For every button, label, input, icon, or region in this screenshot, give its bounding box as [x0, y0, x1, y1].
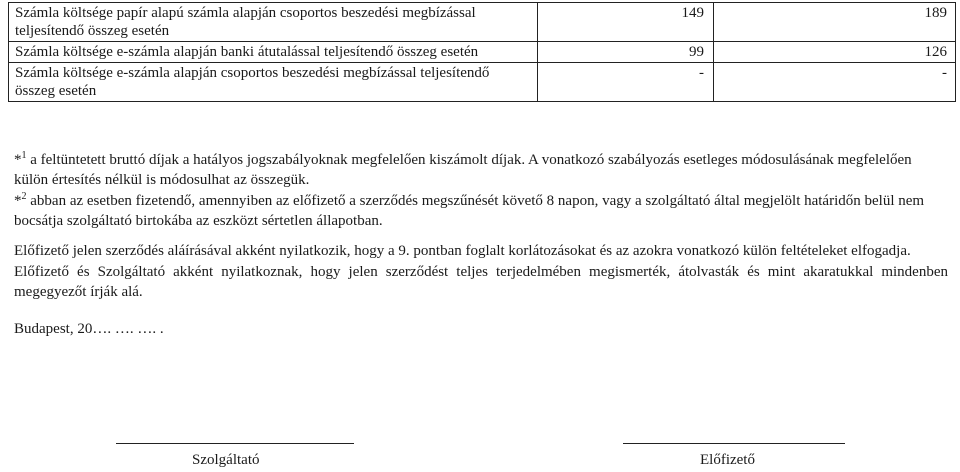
table-row — [9, 42, 956, 63]
footnote-2 — [14, 191, 948, 231]
fee-description: Számla költsége papír alapú számla alapján csoportos beszedési megbízással teljesítendő összeg esetén — [9, 3, 538, 42]
subscriber-declaration: Előfizető jelen szerződés aláírásával akként nyilatkozik, hogy a 9. pontban foglalt korlátozásokat és az azokra vonatkozó külön feltételeket elfogadja. — [14, 243, 911, 259]
provider-signature-line — [116, 443, 354, 444]
fee-value-1: 99 — [538, 42, 714, 63]
fee-value-2: 189 — [714, 3, 956, 42]
footnote-number: 2 — [21, 191, 27, 202]
footnote-text: abban az esetben fizetendő, amennyiben az előfizető a szerződés megszűnését követő 8 napon, vagy a szolgáltató által megjelölt határidőn belül nem bocsátja szolgáltató birtokába az eszközt sértetlen állapotban. — [14, 193, 925, 229]
footnote-star: * — [14, 152, 22, 168]
footnote-text: a feltüntetett bruttó díjak a hatályos jogszabályoknak megfelelően kiszámolt díjak. A vonatkozó szabályozás esetleges módosulásának megfelelően külön értesítés nélkül is módosulhat az összegük. — [14, 152, 912, 188]
fee-description: Számla költsége e-számla alapján banki átutalással teljesítendő összeg esetén — [9, 42, 538, 63]
fee-table — [8, 2, 956, 102]
footnote-number: 1 — [21, 150, 27, 161]
subscriber-signature-label: Előfizető — [700, 452, 755, 468]
fee-value-2: 126 — [714, 42, 956, 63]
fee-description: Számla költsége e-számla alapján csoportos beszedési megbízással teljesítendő összeg esetén — [9, 63, 538, 102]
fee-value-2: - — [714, 63, 956, 102]
provider-signature-label: Szolgáltató — [192, 452, 260, 468]
parties-declaration: Előfizető és Szolgáltató akként nyilatkoznak, hogy jelen szerződést teljes terjedelmében megismerték, átolvasták és mint akaratukkal mindenben megegyezőt írják alá. — [14, 264, 948, 300]
table-row — [9, 3, 956, 42]
subscriber-signature-line — [623, 443, 845, 444]
place-date: Budapest, 20…. …. …. . — [14, 321, 164, 337]
fee-value-1: 149 — [538, 3, 714, 42]
table-row — [9, 63, 956, 102]
footnote-1 — [14, 150, 948, 190]
fee-value-1: - — [538, 63, 714, 102]
footnote-star: * — [14, 193, 22, 209]
